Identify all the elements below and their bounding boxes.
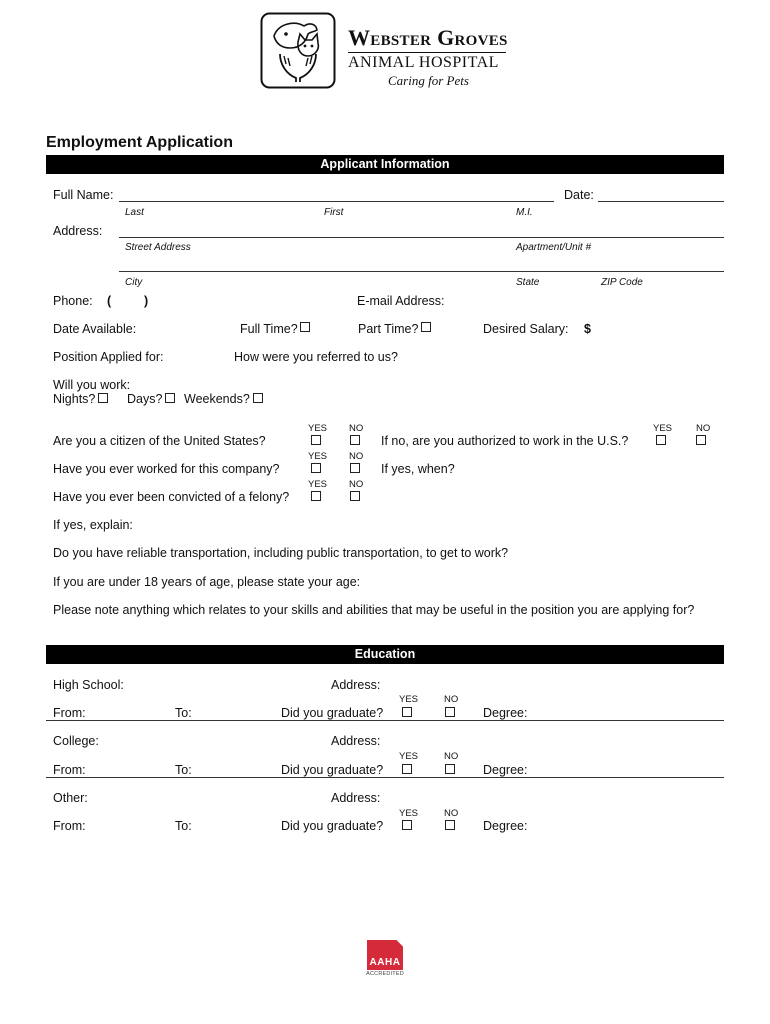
other-degree-label: Degree: — [483, 819, 528, 833]
worked-no-caption: NO — [349, 451, 364, 462]
org-name: Webster Groves — [348, 25, 508, 50]
felony-yes-checkbox[interactable] — [311, 491, 321, 501]
position-label: Position Applied for: — [53, 350, 164, 364]
hs-no-caption: NO — [444, 694, 459, 705]
email-label: E-mail Address: — [357, 294, 445, 308]
college-address-label: Address: — [331, 734, 381, 748]
other-to-label: To: — [175, 819, 192, 833]
citizen-no-checkbox[interactable] — [350, 435, 360, 445]
section-header-applicant: Applicant Information — [46, 155, 724, 174]
explain-label: If yes, explain: — [53, 518, 133, 532]
citizen-question: Are you a citizen of the United States? — [53, 434, 266, 448]
hs-to-label: To: — [175, 706, 192, 720]
date-field[interactable] — [598, 201, 724, 202]
authorized-no-checkbox[interactable] — [696, 435, 706, 445]
authorized-yes-caption: YES — [653, 423, 673, 434]
days-checkbox[interactable] — [165, 393, 175, 403]
middle-initial-caption: M.I. — [516, 207, 533, 218]
date-label: Date: — [564, 188, 594, 202]
worked-yes-caption: YES — [308, 451, 328, 462]
skills-question: Please note anything which relates to your skills and abilities that may be useful in the position you are applying for? — [53, 603, 695, 617]
part-time-checkbox[interactable] — [421, 322, 431, 332]
part-time-label: Part Time? — [358, 322, 419, 336]
full-time-label: Full Time? — [240, 322, 298, 336]
high-school-address-label: Address: — [331, 678, 381, 692]
will-you-work-label: Will you work: — [53, 378, 131, 392]
days-label: Days? — [127, 392, 163, 406]
weekends-label: Weekends? — [184, 392, 250, 406]
dollar-sign: $ — [584, 322, 591, 336]
desired-salary-label: Desired Salary: — [483, 322, 569, 336]
hs-from-label: From: — [53, 706, 86, 720]
full-time-checkbox[interactable] — [300, 322, 310, 332]
high-school-label: High School: — [53, 678, 124, 692]
hs-graduate-no-checkbox[interactable] — [445, 707, 455, 717]
other-label: Other: — [53, 791, 88, 805]
nights-checkbox[interactable] — [98, 393, 108, 403]
other-yes-caption: YES — [399, 808, 419, 819]
other-no-caption: NO — [444, 808, 459, 819]
phone-label: Phone: — [53, 294, 93, 308]
transportation-question: Do you have reliable transportation, including public transportation, to get to work? — [53, 546, 509, 560]
page-title: Employment Application — [46, 134, 233, 151]
hs-graduate-yes-checkbox[interactable] — [402, 707, 412, 717]
other-graduate-label: Did you graduate? — [281, 819, 384, 833]
city-caption: City — [125, 277, 143, 288]
hs-degree-label: Degree: — [483, 706, 528, 720]
aaha-badge — [365, 940, 405, 980]
last-name-caption: Last — [125, 207, 144, 218]
aaha-badge-text: AAHA — [369, 957, 401, 968]
college-no-caption: NO — [444, 751, 459, 762]
felony-question: Have you ever been convicted of a felony? — [53, 490, 290, 504]
phone-paren-close: ) — [144, 294, 149, 308]
citizen-yes-caption: YES — [308, 423, 328, 434]
street-address-field[interactable] — [119, 237, 724, 238]
worked-here-question: Have you ever worked for this company? — [53, 462, 280, 476]
college-degree-label: Degree: — [483, 763, 528, 777]
org-subtitle: ANIMAL HOSPITAL — [348, 54, 499, 71]
college-graduate-yes-checkbox[interactable] — [402, 764, 412, 774]
hs-separator — [46, 720, 724, 721]
full-name-label: Full Name: — [53, 188, 114, 202]
other-address-label: Address: — [331, 791, 381, 805]
authorized-question: If no, are you authorized to work in the U.S.? — [381, 434, 629, 448]
street-caption: Street Address — [125, 242, 191, 253]
age-question: If you are under 18 years of age, please state your age: — [53, 575, 361, 589]
phone-paren-open: ( — [107, 294, 112, 308]
referred-label: How were you referred to us? — [234, 350, 398, 364]
hs-yes-caption: YES — [399, 694, 419, 705]
worked-yes-checkbox[interactable] — [311, 463, 321, 473]
college-graduate-label: Did you graduate? — [281, 763, 384, 777]
section-header-education: Education — [46, 645, 724, 664]
logo-divider — [348, 52, 506, 53]
authorized-no-caption: NO — [696, 423, 711, 434]
full-name-field[interactable] — [119, 201, 554, 202]
weekends-checkbox[interactable] — [253, 393, 263, 403]
org-tagline: Caring for Pets — [388, 73, 469, 88]
authorized-yes-checkbox[interactable] — [656, 435, 666, 445]
nights-label: Nights? — [53, 392, 96, 406]
city-state-zip-field[interactable] — [119, 271, 724, 272]
worked-no-checkbox[interactable] — [350, 463, 360, 473]
felony-no-checkbox[interactable] — [350, 491, 360, 501]
aaha-badge-subtext: ACCREDITED — [366, 971, 404, 977]
college-from-label: From: — [53, 763, 86, 777]
citizen-yes-checkbox[interactable] — [311, 435, 321, 445]
zip-caption: ZIP Code — [601, 277, 643, 288]
state-caption: State — [516, 277, 540, 288]
felony-no-caption: NO — [349, 479, 364, 490]
apartment-caption: Apartment/Unit # — [516, 242, 592, 253]
pets-hands-icon — [260, 12, 336, 89]
logo-emblem — [260, 12, 336, 89]
address-label: Address: — [53, 224, 103, 238]
citizen-no-caption: NO — [349, 423, 364, 434]
other-graduate-yes-checkbox[interactable] — [402, 820, 412, 830]
college-separator — [46, 777, 724, 778]
college-yes-caption: YES — [399, 751, 419, 762]
hs-graduate-label: Did you graduate? — [281, 706, 384, 720]
date-available-label: Date Available: — [53, 322, 137, 336]
if-yes-when-label: If yes, when? — [381, 462, 455, 476]
other-from-label: From: — [53, 819, 86, 833]
first-name-caption: First — [324, 207, 344, 218]
college-graduate-no-checkbox[interactable] — [445, 764, 455, 774]
other-graduate-no-checkbox[interactable] — [445, 820, 455, 830]
college-label: College: — [53, 734, 99, 748]
felony-yes-caption: YES — [308, 479, 328, 490]
college-to-label: To: — [175, 763, 192, 777]
